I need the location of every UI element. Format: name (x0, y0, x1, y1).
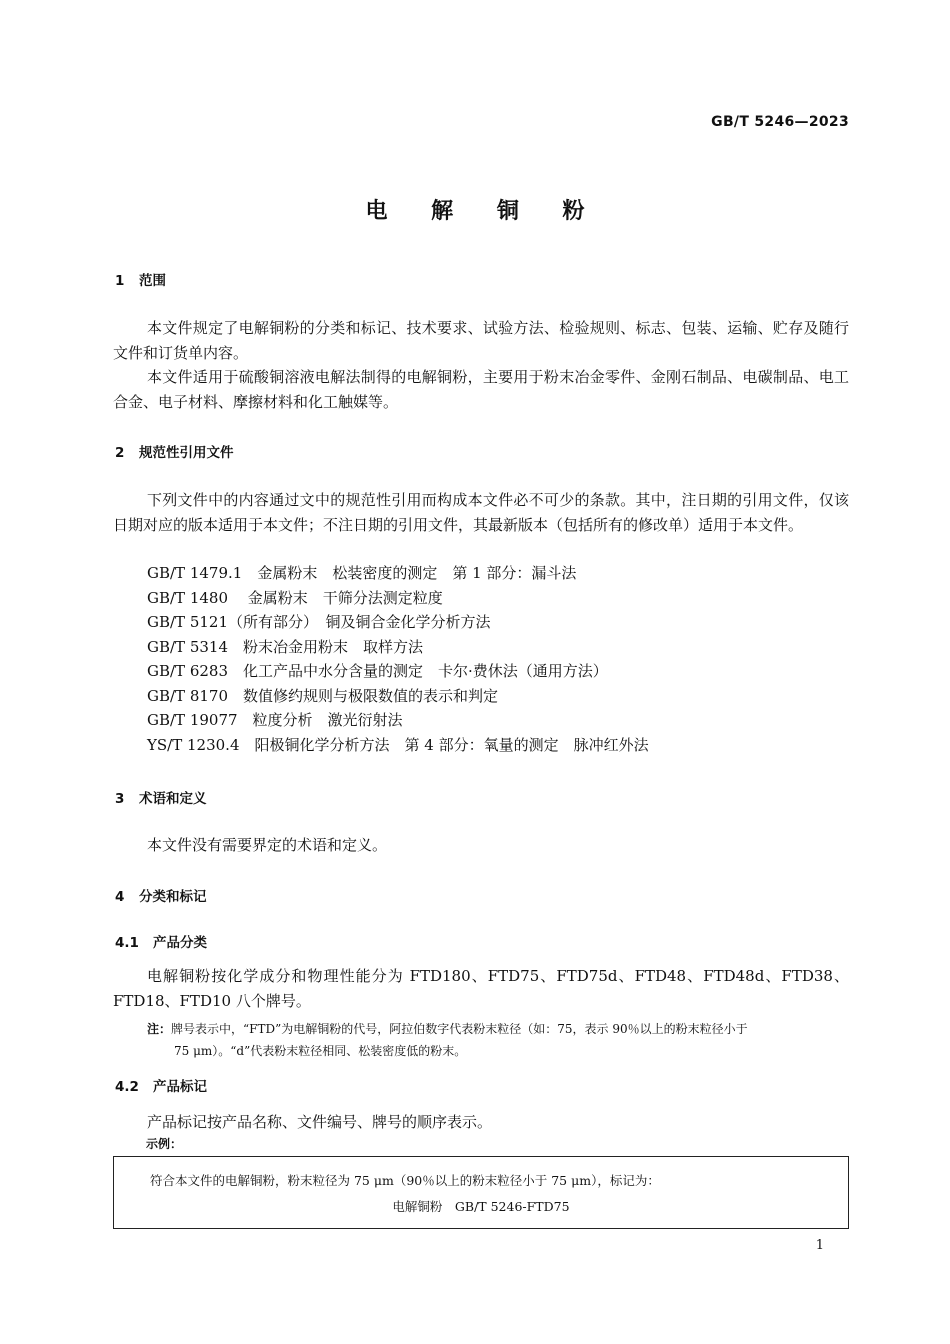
section-4-2-heading (115, 1075, 207, 1095)
section-number: 4 (115, 889, 125, 905)
example-line-2: 电解铜粉 GB/T 5246-FTD75 (392, 1199, 570, 1214)
section-number: 3 (115, 791, 125, 807)
section-title: 产品标记 (153, 1079, 207, 1095)
reference-item: GB/T 19077 粒度分析 激光衍射法 (147, 711, 403, 729)
example-box (113, 1156, 849, 1229)
section-2-heading (115, 441, 234, 461)
section-number: 1 (115, 273, 125, 289)
section-4-1-text: 电解铜粉按化学成分和物理性能分为 FTD180、FTD75、FTD75d、FTD48、FTD48d、FTD38、FTD18、FTD10 八个牌号。 (113, 967, 849, 1010)
note-label: 注： (147, 1022, 172, 1036)
reference-item: GB/T 5121（所有部分） 铜及铜合金化学分析方法 (147, 613, 491, 631)
note-line-1: 牌号表示中，“FTD”为电解铜粉的代号，阿拉伯数字代表粉末粒径（如：75，表示 90％以上的粉末粒径小于 (171, 1022, 748, 1036)
reference-item: GB/T 5314 粉末冶金用粉末 取样方法 (147, 637, 424, 656)
example-label: 示例： (146, 1137, 183, 1151)
section-title: 规范性引用文件 (139, 445, 234, 461)
reference-item: GB/T 1479.1 金属粉末 松装密度的测定 第 1 部分：漏斗法 (147, 564, 577, 582)
reference-item: GB/T 1480 金属粉末 干筛分法测定粒度 (147, 588, 443, 607)
section-title: 分类和标记 (139, 889, 207, 905)
section-title: 范围 (139, 273, 166, 289)
section-3-heading (115, 787, 207, 807)
section-number: 4.2 (115, 1079, 139, 1095)
reference-item: GB/T 6283 化工产品中水分含量的测定 卡尔·费休法（通用方法） (147, 662, 608, 680)
section-4-heading (115, 885, 207, 905)
section-3-text: 本文件没有需要界定的术语和定义。 (147, 836, 388, 854)
page-number: 1 (815, 1238, 824, 1253)
section-4-1-note (147, 1018, 849, 1062)
reference-item: GB/T 8170 数值修约规则与极限数值的表示和判定 (147, 686, 499, 705)
section-number: 2 (115, 445, 125, 461)
section-number: 4.1 (115, 935, 139, 951)
section-1-paragraph-2: 本文件适用于硫酸铜溶液电解法制得的电解铜粉，主要用于粉末冶金零件、金刚石制品、电碳制品、电工合金、电子材料、摩擦材料和化工触媒等。 (113, 368, 849, 411)
section-4-2-text: 产品标记按产品名称、文件编号、牌号的顺序表示。 (147, 1113, 493, 1131)
section-1-paragraph-1: 本文件规定了电解铜粉的分类和标记、技术要求、试验方法、检验规则、标志、包装、运输、贮存及随行文件和订货单内容。 (113, 319, 849, 362)
section-title: 术语和定义 (139, 791, 207, 807)
note-line-2: 75 μm）。“d”代表粉末粒径相同、松装密度低的粉末。 (174, 1044, 467, 1058)
standard-code: GB/T 5246—2023 (711, 114, 849, 130)
section-2-intro: 下列文件中的内容通过文中的规范性引用而构成本文件必不可少的条款。其中，注日期的引用文件，仅该日期对应的版本适用于本文件；不注日期的引用文件，其最新版本（包括所有的修改单）适用于本文件。 (113, 491, 849, 534)
reference-item: YS/T 1230.4 阳极铜化学分析方法 第 4 部分：氧量的测定 脉冲红外法 (147, 735, 649, 754)
section-4-1-heading (115, 931, 207, 951)
example-line-1: 符合本文件的电解铜粉，粉末粒径为 75 μm（90％以上的粉末粒径小于 75 μm），标记为： (150, 1173, 660, 1188)
section-title: 产品分类 (153, 935, 207, 951)
document-title: 电 解 铜 粉 (365, 199, 603, 224)
section-1-heading (115, 269, 166, 289)
reference-list (147, 561, 649, 757)
